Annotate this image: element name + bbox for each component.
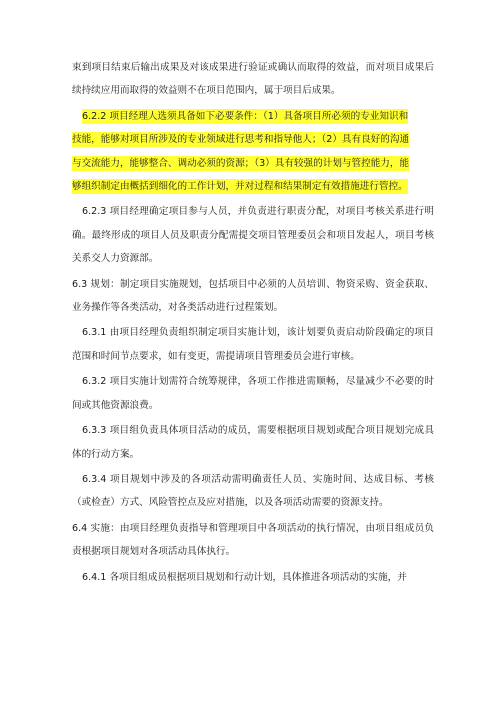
paragraph-6-3-3: 6.3.3 项目组负责具体项目活动的成员，需要根据项目规划或配合项目规划完成具体的行动方案。: [72, 425, 434, 460]
paragraph-scope-conclusion: 束到项目结束后输出成果及对该成果进行验证或确认而取得的效益，而对项目成果后续持续应用而取得的效益则不在项目范围内，属于项目后成果。: [72, 62, 434, 97]
highlight-line-3: 与交流能力，能够整合、调动必须的资源；（3）具有较强的计划与管控能力，能: [72, 157, 410, 169]
paragraph-6-2-3: 6.2.3 项目经理确定项目参与人员，并负责进行职责分配，对项目考核关系进行明确。最终形成的项目人员及职责分配需提交项目管理委员会和项目发起人，项目考核关系交人力资源部。: [72, 206, 434, 265]
paragraph-6-3-4: 6.3.4 项目规划中涉及的各项活动需明确责任人员、实施时间、达成目标、考核（或检查）方式、风险管控点及应对措施，以及各项活动需要的资源支持。: [72, 473, 434, 509]
highlight-line-2: 技能，能够对项目所涉及的专业领域进行思考和指导他人；（2）具有良好的沟通: [72, 134, 410, 146]
highlight-line-1: 6.2.2 项目经理人选须具备如下必要条件：（1）具备项目所必须的专业知识和: [82, 110, 409, 122]
paragraph-6-3-2: 6.3.2 项目实施计划需符合统筹规律，各项工作推进需顺畅，尽量减少不必要的时间或其他资源浪费。: [72, 376, 434, 411]
highlighted-section-6-2-2: [72, 105, 434, 199]
highlight-line-4: 够组织制定由概括到细化的工作计划，并对过程和结果制定有效措施进行管控。: [72, 181, 408, 193]
paragraph-6-3-1: 6.3.1 由项目经理负责组织制定项目实施计划，该计划要负责启动阶段确定的项目范围和时间节点要求，如有变更，需提请项目管理委员会进行审核。: [72, 327, 434, 362]
document-page: [72, 56, 434, 591]
paragraph-6-4: 6.4 实施：由项目经理负责指导和管理项目中各项活动的执行情况，由项目组成员负责根据项目规划对各项活动具体执行。: [72, 522, 434, 558]
paragraph-6-4-1: 6.4.1 各项目组成员根据项目规划和行动计划，具体推进各项活动的实施，并: [82, 571, 407, 583]
paragraph-6-3: 6.3 规划：制定项目实施规划，包括项目中必须的人员培训、物资采购、资金获取、业务操作等各类活动，对各类活动进行过程策划。: [72, 278, 434, 314]
